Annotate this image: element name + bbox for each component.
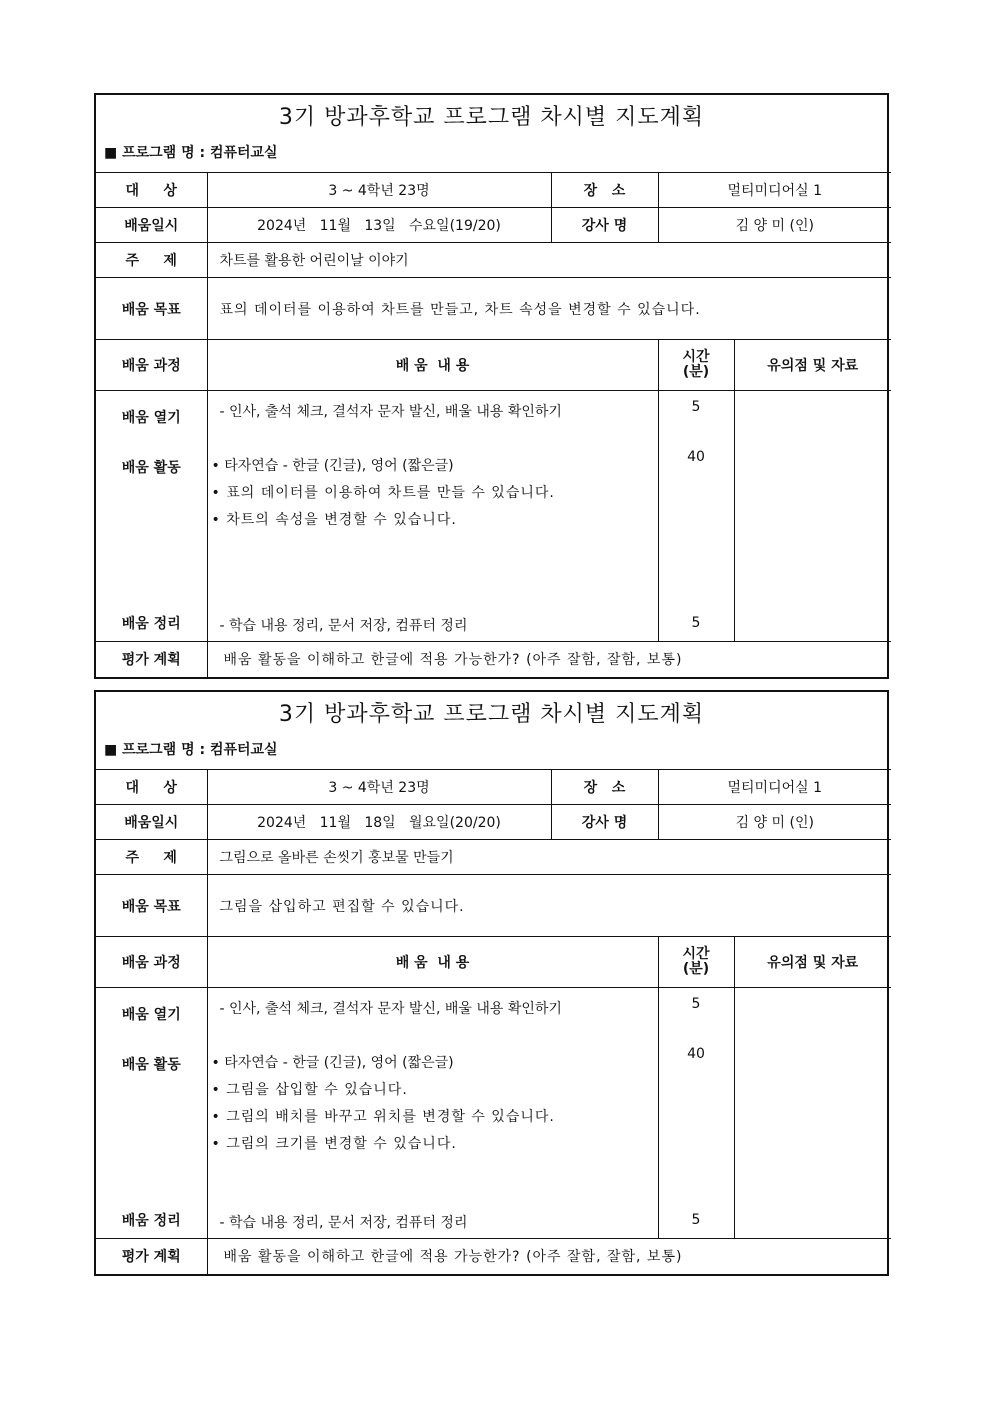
activity-line-1: • 타자연습 - 한글 (긴글), 영어 (짧은글) — [211, 458, 454, 474]
step-open-label: 배움 열기 — [121, 410, 181, 426]
activity-line-2: • 그림을 삽입할 수 있습니다. — [211, 1082, 408, 1098]
time-header — [658, 340, 734, 391]
evaluation-label: 평가 계획 — [96, 1239, 207, 1274]
row-goal — [96, 278, 891, 340]
time-close: 5 — [691, 615, 701, 631]
step-close-label: 배움 정리 — [121, 616, 181, 632]
step-close-label: 배움 정리 — [121, 1213, 181, 1229]
plan-title: 3기 방과후학교 프로그램 차시별 지도계획 — [278, 702, 705, 727]
teacher-value: 김 양 미 (인) — [658, 805, 891, 840]
plan-title: 3기 방과후학교 프로그램 차시별 지도계획 — [278, 105, 705, 130]
lesson-plan-1 — [94, 93, 889, 679]
notes-cell — [734, 988, 891, 1239]
row-date — [96, 805, 891, 840]
time-open: 5 — [691, 399, 701, 415]
topic-value: 차트를 활용한 어린이날 이야기 — [207, 243, 891, 278]
topic-value: 그림으로 올바른 손씻기 홍보물 만들기 — [207, 840, 891, 875]
time-header-line1: 시간 — [682, 946, 710, 962]
process-times — [658, 391, 734, 642]
row-topic — [96, 840, 891, 875]
date-value: 2024년 11월 18일 월요일(20/20) — [207, 805, 551, 840]
step-open-text: - 인사, 출석 체크, 결석자 문자 발신, 배울 내용 확인하기 — [219, 404, 562, 420]
time-close: 5 — [691, 1212, 701, 1228]
step-close-text: - 학습 내용 정리, 문서 저장, 컴퓨터 정리 — [219, 618, 468, 634]
notes-header: 유의점 및 자료 — [734, 340, 891, 391]
teacher-label: 강사 명 — [551, 208, 658, 243]
goal-value: 그림을 삽입하고 편집할 수 있습니다. — [207, 875, 891, 937]
target-value: 3 ~ 4학년 23명 — [207, 770, 551, 805]
teacher-value: 김 양 미 (인) — [658, 208, 891, 243]
activity-line-4: • 그림의 크기를 변경할 수 있습니다. — [211, 1136, 457, 1152]
date-label: 배움일시 — [96, 805, 207, 840]
row-evaluation — [96, 642, 891, 677]
plan-table — [96, 769, 891, 1274]
process-content — [207, 988, 658, 1239]
process-label: 배움 과정 — [96, 340, 207, 391]
evaluation-value: 배움 활동을 이해하고 한글에 적용 가능한가? (아주 잘함, 잘함, 보통) — [207, 1239, 891, 1274]
time-header-line2: (분) — [682, 364, 710, 380]
place-label: 장 소 — [551, 173, 658, 208]
row-process-body — [96, 988, 891, 1239]
time-open: 5 — [691, 996, 701, 1012]
process-label: 배움 과정 — [96, 937, 207, 988]
topic-label: 주 제 — [96, 840, 207, 875]
time-header-line1: 시간 — [682, 349, 710, 365]
row-process-body — [96, 391, 891, 642]
time-header-line2: (분) — [682, 961, 710, 977]
step-close-text: - 학습 내용 정리, 문서 저장, 컴퓨터 정리 — [219, 1215, 468, 1231]
program-name: ■ 프로그램 명 : 컴퓨터교실 — [104, 145, 278, 161]
content-header: 배 움 내 용 — [207, 340, 658, 391]
step-activity-label: 배움 활동 — [121, 460, 181, 476]
activity-line-3: • 그림의 배치를 바꾸고 위치를 변경할 수 있습니다. — [211, 1109, 555, 1125]
activity-line-1: • 타자연습 - 한글 (긴글), 영어 (짧은글) — [211, 1055, 454, 1071]
activity-line-3: • 차트의 속성을 변경할 수 있습니다. — [211, 512, 457, 528]
row-topic — [96, 243, 891, 278]
row-target — [96, 173, 891, 208]
teacher-label: 강사 명 — [551, 805, 658, 840]
row-goal — [96, 875, 891, 937]
evaluation-value: 배움 활동을 이해하고 한글에 적용 가능한가? (아주 잘함, 잘함, 보통) — [207, 642, 891, 677]
row-target — [96, 770, 891, 805]
place-value: 멀티미디어실 1 — [658, 770, 891, 805]
plan-table — [96, 172, 891, 677]
evaluation-label: 평가 계획 — [96, 642, 207, 677]
goal-label: 배움 목표 — [96, 278, 207, 340]
time-activity: 40 — [687, 1046, 705, 1062]
step-activity-label: 배움 활동 — [121, 1057, 181, 1073]
target-label: 대 상 — [96, 173, 207, 208]
time-activity: 40 — [687, 449, 705, 465]
program-name: ■ 프로그램 명 : 컴퓨터교실 — [104, 742, 278, 758]
date-value: 2024년 11월 13일 수요일(19/20) — [207, 208, 551, 243]
notes-header: 유의점 및 자료 — [734, 937, 891, 988]
place-value: 멀티미디어실 1 — [658, 173, 891, 208]
row-process-header — [96, 937, 891, 988]
goal-label: 배움 목표 — [96, 875, 207, 937]
time-header — [658, 937, 734, 988]
target-label: 대 상 — [96, 770, 207, 805]
process-content — [207, 391, 658, 642]
goal-value: 표의 데이터를 이용하여 차트를 만들고, 차트 속성을 변경할 수 있습니다. — [207, 278, 891, 340]
activity-line-2: • 표의 데이터를 이용하여 차트를 만들 수 있습니다. — [211, 485, 555, 501]
process-steps — [96, 391, 207, 642]
process-times — [658, 988, 734, 1239]
step-open-text: - 인사, 출석 체크, 결석자 문자 발신, 배울 내용 확인하기 — [219, 1001, 562, 1017]
date-label: 배움일시 — [96, 208, 207, 243]
notes-cell — [734, 391, 891, 642]
row-process-header — [96, 340, 891, 391]
process-steps — [96, 988, 207, 1239]
topic-label: 주 제 — [96, 243, 207, 278]
row-date — [96, 208, 891, 243]
target-value: 3 ~ 4학년 23명 — [207, 173, 551, 208]
step-open-label: 배움 열기 — [121, 1007, 181, 1023]
lesson-plan-2 — [94, 690, 889, 1276]
row-evaluation — [96, 1239, 891, 1274]
content-header: 배 움 내 용 — [207, 937, 658, 988]
place-label: 장 소 — [551, 770, 658, 805]
